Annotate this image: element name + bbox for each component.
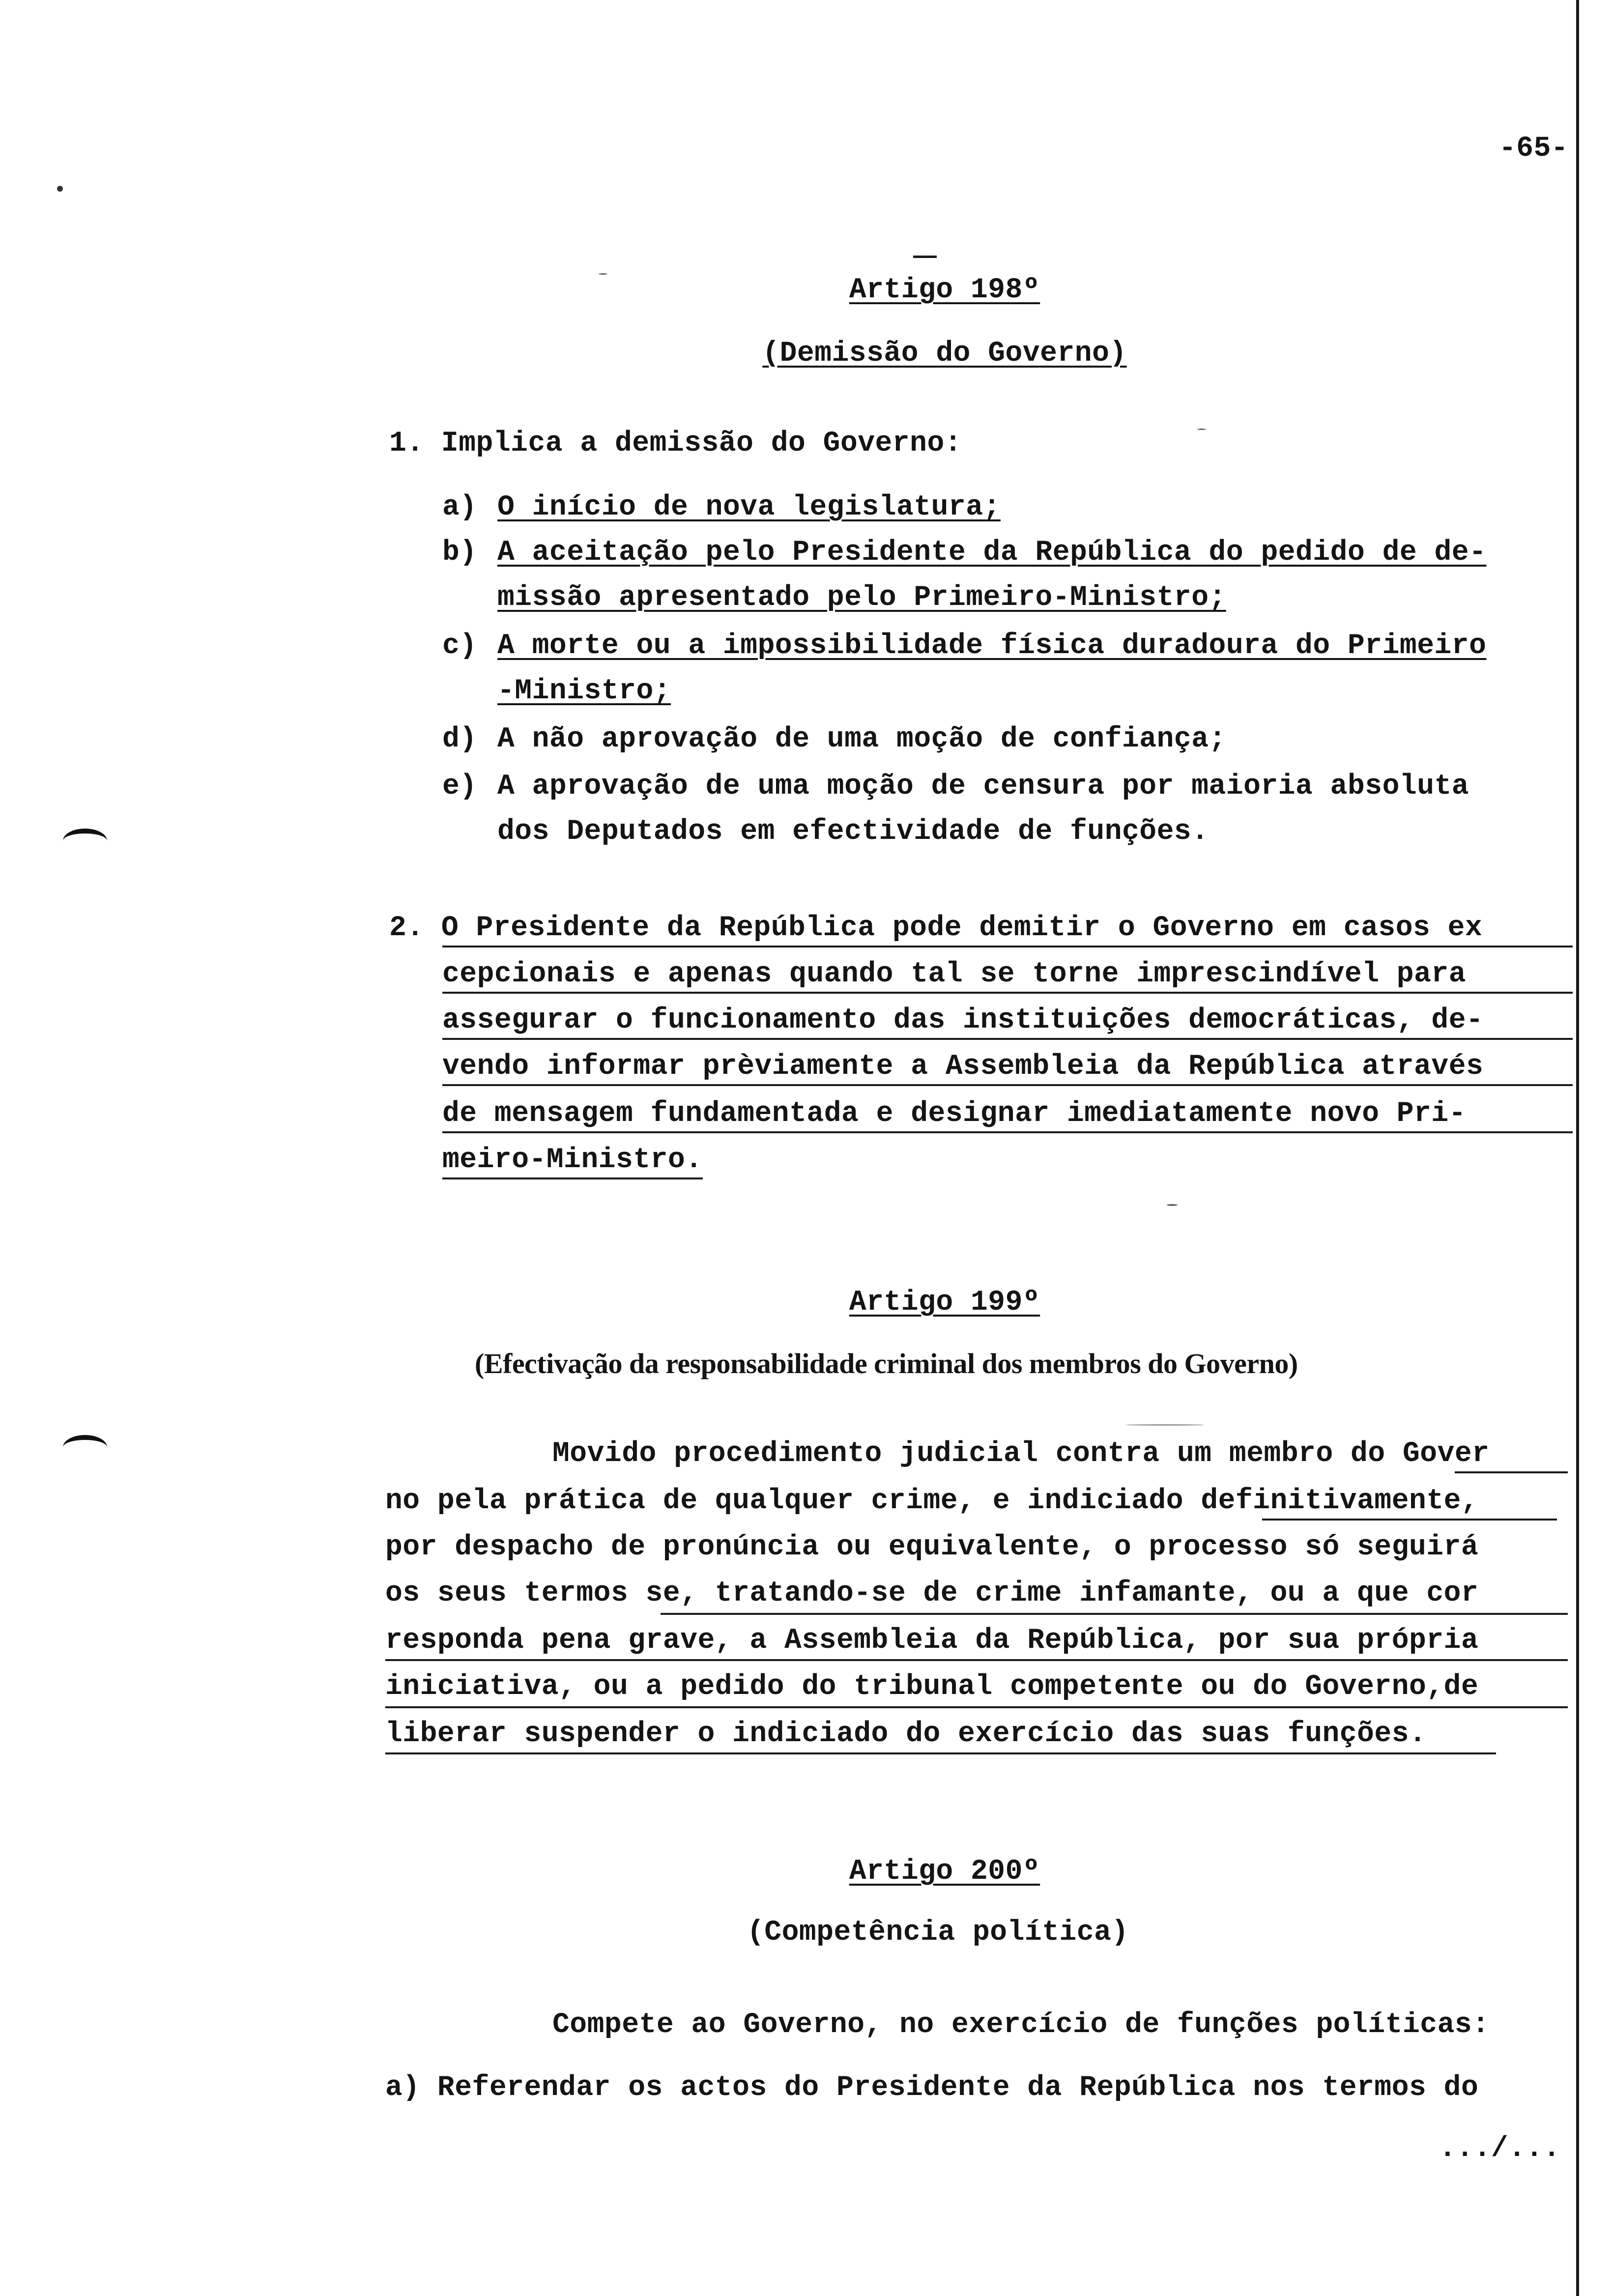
paragraph-2-line-2: cepcionais e apenas quando tal se torne imprescindível para	[442, 958, 1467, 990]
article-200-heading-text: Artigo 200º	[849, 1856, 1040, 1888]
art199-underline-7	[385, 1752, 1496, 1754]
item-c-line-1: A morte ou a impossibilidade física duradoura do Primeiro	[497, 630, 1487, 662]
paragraph-2-line-1: 2. O Presidente da República pode demitir o Governo em casos ex	[389, 912, 1483, 944]
item-c-label: c)	[442, 630, 477, 662]
art199-underline-4	[661, 1613, 1568, 1615]
p2-underline-3	[442, 1038, 1573, 1040]
art199-line-4: os seus termos se, tratando-se de crime infamante, ou a que cor	[385, 1578, 1479, 1609]
item-b-line-1: A aceitação pelo Presidente da República do pedido de de-	[497, 537, 1487, 569]
article-198-heading-text: Artigo 198º	[849, 274, 1040, 306]
article-200-heading	[502, 1855, 1387, 1889]
item-c-line-2: -Ministro;	[497, 675, 671, 707]
art199-underline-1	[1455, 1471, 1568, 1473]
p2-underline-2	[442, 992, 1573, 994]
p2-underline-5	[442, 1131, 1573, 1133]
art199-line-7: liberar suspender o indiciado do exercício das suas funções.	[385, 1718, 1427, 1750]
item-e-line-1: A aprovação de uma moção de censura por maioria absoluta	[497, 771, 1469, 803]
article-198-subtitle	[502, 337, 1387, 371]
art199-line-2: no pela prática de qualquer crime, e indiciado definitivamente,	[385, 1485, 1479, 1517]
art199-underline-5	[385, 1659, 1568, 1661]
p2-underline-1	[442, 946, 1573, 947]
article-198-subtitle-text: (Demissão do Governo)	[762, 338, 1127, 370]
item-d-line-1: A não aprovação de uma moção de confiança;	[497, 723, 1226, 755]
speck-3	[1197, 429, 1206, 430]
item-b-line-2: missão apresentado pelo Primeiro-Ministro;	[497, 582, 1226, 614]
item-a-line-1: O início de nova legislatura;	[497, 491, 1001, 523]
speck-5	[1125, 1424, 1204, 1426]
item-e-label: e)	[442, 771, 477, 803]
art200-item-a: a) Referendar os actos do Presidente da República nos termos do	[385, 2072, 1479, 2104]
paragraph-2-line-5: de mensagem fundamentada e designar imediatamente novo Pri-	[442, 1098, 1467, 1130]
art199-line-5: responda pena grave, a Assembleia da República, por sua própria	[385, 1625, 1479, 1657]
item-e-line-2: dos Deputados em efectividade de funções.	[497, 816, 1209, 848]
margin-mark-2	[63, 1435, 107, 1460]
speck-2	[599, 273, 607, 275]
p2-underline-6	[442, 1177, 703, 1179]
margin-mark-1	[63, 829, 107, 853]
speck-4	[1167, 1204, 1178, 1206]
art199-underline-2	[1262, 1519, 1557, 1521]
heading-mark	[913, 256, 937, 258]
paragraph-2-line-3: assegurar o funcionamento das instituições democráticas, de-	[442, 1004, 1484, 1036]
art199-line-1: Movido procedimento judicial contra um membro do Gover	[552, 1438, 1490, 1470]
article-199-heading	[502, 1286, 1387, 1320]
page-right-edge	[1576, 0, 1579, 2296]
speck-1	[57, 186, 63, 192]
paragraph-2-line-6: meiro-Ministro.	[442, 1144, 703, 1176]
paragraph-1-lead: 1. Implica a demissão do Governo:	[389, 428, 962, 459]
p2-underline-4	[442, 1084, 1573, 1086]
article-198-heading	[502, 273, 1387, 308]
item-b-label: b)	[442, 537, 477, 569]
art200-intro: Compete ao Governo, no exercício de funções políticas:	[552, 2009, 1490, 2041]
article-200-subtitle: (Competência política)	[747, 1917, 1129, 1949]
article-199-heading-text: Artigo 199º	[849, 1287, 1040, 1319]
paragraph-2-line-4: vendo informar prèviamente a Assembleia da República através	[442, 1051, 1484, 1083]
art199-line-3: por despacho de pronúncia ou equivalente, o processo só seguirá	[385, 1531, 1479, 1563]
art199-underline-6	[385, 1706, 1568, 1708]
continuation-marker: .../...	[1439, 2133, 1561, 2165]
item-d-label: d)	[442, 723, 477, 755]
page-number: -65-	[1499, 133, 1569, 165]
art199-line-6: iniciativa, ou a pedido do tribunal competente ou do Governo,de	[385, 1671, 1479, 1703]
item-a-label: a)	[442, 491, 477, 523]
article-199-subtitle: (Efectivação da responsabilidade criminal dos membros do Governo)	[475, 1348, 1298, 1379]
